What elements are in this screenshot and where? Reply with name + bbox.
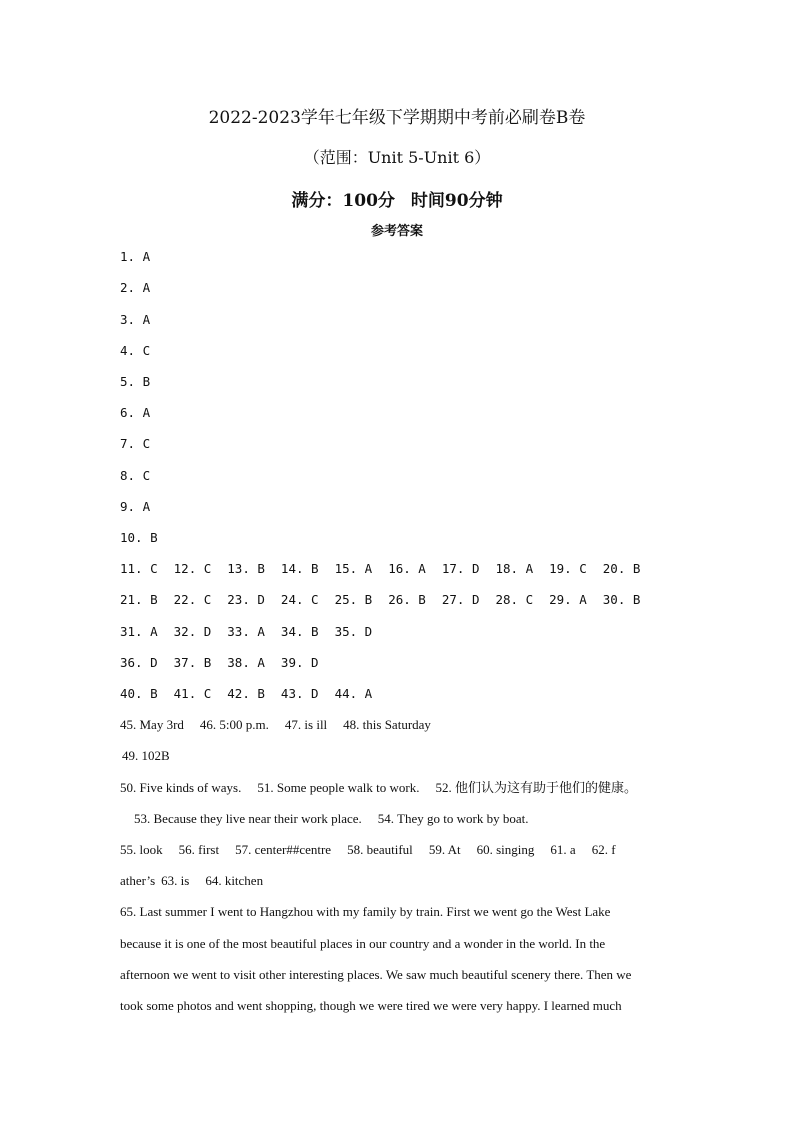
answer-item: 13. B [227,561,265,576]
answer-item: 29. A [549,592,587,607]
answer-row-62-64 [120,871,263,891]
answer-item: 48. this Saturday [343,717,431,732]
answer-item: 33. A [227,624,265,639]
essay-line: afternoon we went to visit other interesting places. We saw much beautiful scenery there. Then we [120,967,632,982]
answer-item: 21. B [120,592,158,607]
document-title: 2022-2023学年七年级下学期期中考前必刷卷B卷 [208,108,586,128]
answer-item: 30. B [602,592,641,607]
answer-item: 26. B [388,592,426,607]
answer-item: 40. B [120,686,158,701]
answer-item: 18. A [495,561,534,576]
answer-item: 3. A [120,312,151,327]
answer-item: 25. B [334,592,373,607]
answer-item: 22. C [173,592,212,607]
answer-item: 2. A [120,280,151,295]
full-score: 满分：100分 [291,191,395,211]
answer-item: 45. May 3rd [120,717,184,732]
answer-item: 43. D [280,686,319,701]
answer-item: 50. Five kinds of ways. [120,780,242,795]
answer-item: 54. They go to work by boat. [377,811,529,826]
answer-item: 36. D [120,655,158,670]
answer-row-31-35 [120,622,372,642]
answer-row-50-52 [120,778,637,798]
answer-item: 63. is [161,873,190,888]
answer-item: 51. Some people walk to work. [257,780,420,795]
answer-item: 7. C [120,436,151,451]
answer-item: 23. D [227,592,265,607]
answer-item: 47. is ill [284,717,328,732]
answer-item: 9. A [120,499,151,514]
answer-item: 11. C [120,561,158,576]
essay-line: 65. Last summer I went to Hangzhou with my family by train. First we went go the West Lake [120,904,611,919]
answer-item: 24. C [280,592,319,607]
answer-item: 35. D [334,624,373,639]
answer-item: 31. A [120,624,158,639]
answer-item: ather’s [120,873,156,888]
answer-item: 8. C [120,468,151,483]
answer-item: 64. kitchen [205,873,264,888]
answer-row-21-30 [120,590,640,610]
answer-item: 58. beautiful [347,842,413,857]
answer-item: 53. Because they live near their work place. [134,811,362,826]
answer-item: 49. 102B [122,748,170,763]
answer-item: 52. 他们认为这有助于他们的健康。 [435,780,637,795]
answer-item: 32. D [173,624,212,639]
answer-item: 12. C [173,561,212,576]
answer-item: 62. f [591,842,616,857]
answer-item: 60. singing [476,842,535,857]
answer-item: 44. A [334,686,373,701]
answer-item: 39. D [280,655,319,670]
answer-row-11-20 [120,559,640,579]
answer-item: 1. A [120,249,151,264]
score-time-line [0,188,794,214]
answer-item: 14. B [280,561,319,576]
answer-item: 61. a [550,842,576,857]
answer-item: 28. C [495,592,534,607]
answer-item: 55. look [120,842,163,857]
answer-item: 46. 5:00 p.m. [199,717,269,732]
exam-time: 时间90分钟 [410,191,503,211]
answer-item: 5. B [120,374,151,389]
answer-row-45-48 [120,715,431,735]
answer-item: 41. C [173,686,212,701]
answer-row-36-39 [120,653,319,673]
answer-item: 19. C [549,561,587,576]
answer-item: 56. first [178,842,220,857]
answer-item: 34. B [280,624,319,639]
answer-row-40-44 [120,684,372,704]
answer-item: 4. C [120,343,151,358]
essay-line: because it is one of the most beautiful places in our country and a wonder in the world. In the [120,936,606,951]
answer-item: 57. center##centre [235,842,332,857]
answers-heading: 参考答案 [370,224,423,239]
answer-item: 37. B [173,655,212,670]
answer-item: 59. At [428,842,461,857]
answer-item: 20. B [602,561,641,576]
answer-row-55-62 [120,840,616,860]
answer-item: 15. A [334,561,373,576]
answer-item: 27. D [441,592,480,607]
essay-line: took some photos and went shopping, though we were tired we were very happy. I learned much [120,998,622,1013]
answer-item: 10. B [120,530,158,545]
document-subtitle: （范围：Unit 5-Unit 6） [303,148,491,167]
answer-row-53-54 [134,809,528,829]
answer-item: 38. A [227,655,265,670]
answer-item: 17. D [441,561,480,576]
answer-item: 42. B [227,686,265,701]
answer-item: 16. A [388,561,426,576]
answer-item: 6. A [120,405,151,420]
